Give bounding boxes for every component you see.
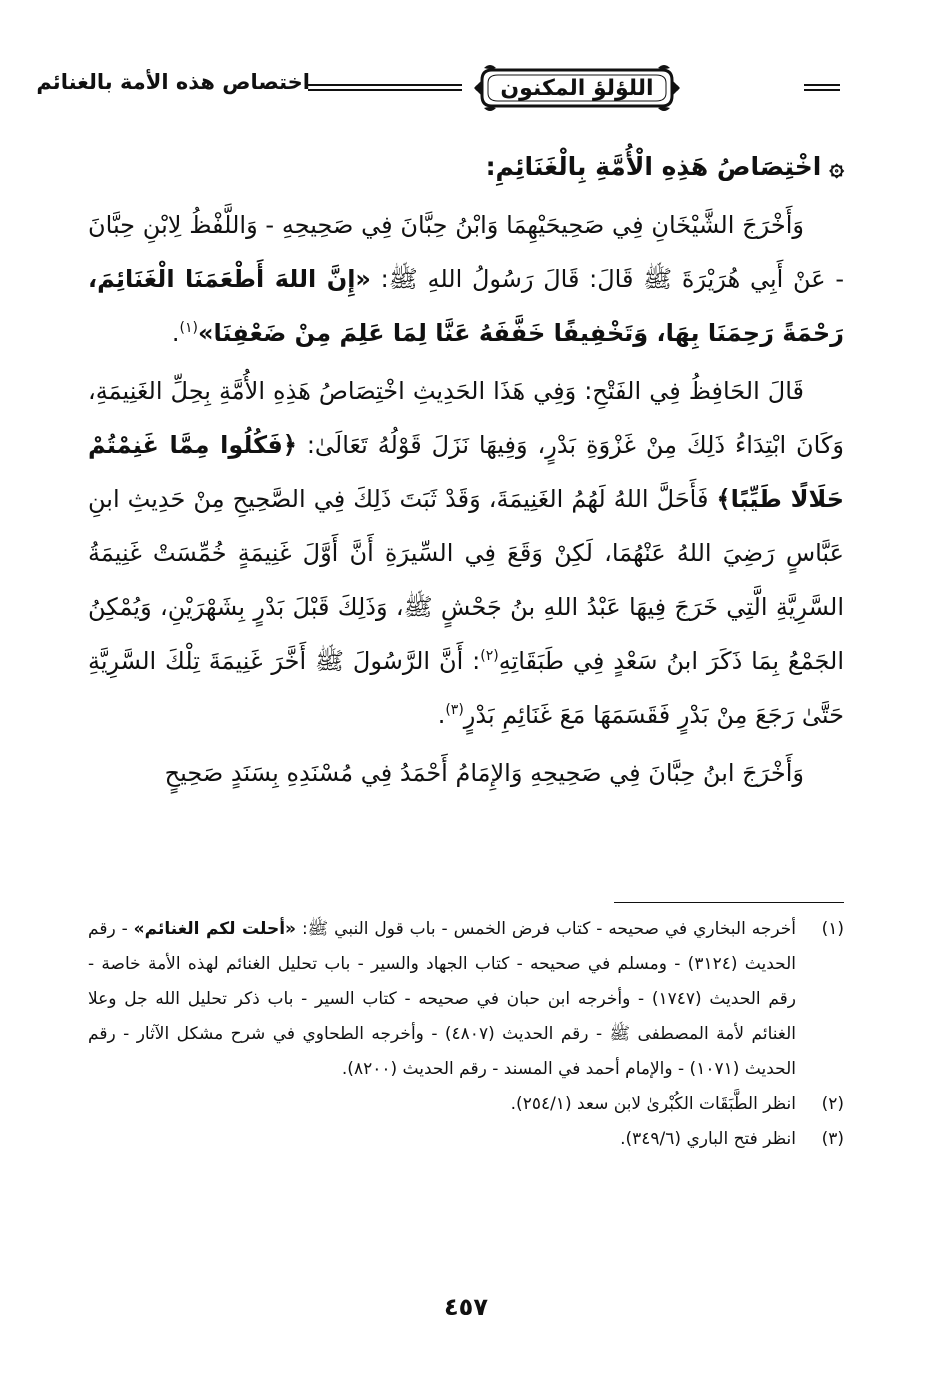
- paragraph-text: فَأَحَلَّ اللهُ لَهُمُ الغَنِيمَةَ، وَقَدْ ثَبَتَ ذَلِكَ فِي الصَّحِيحِ مِنْ حَدِيثِ ابنِ عَبَّاسٍ رَضِيَ اللهُ عَنْهُمَا، لَكِنْ وَقَعَ فِي السِّيرَةِ أَنَّ أَوَّلَ غَنِيمَةٍ خُمِّسَتْ غَنِيمَةُ السَّرِيَّةِ الَّتِي خَرَجَ فِيهَا عَبْدُ اللهِ بنُ جَحْشٍ ﷺ، وَذَلِكَ قَبْلَ بَدْرٍ بِشَهْرَيْنِ، وَيُمْكِنُ الجَمْعُ بِمَا ذَكَرَ ابنُ سَعْدٍ فِي طَبَقَاتِهِ: [88, 485, 844, 675]
- footnote-number: (٢): [821, 1094, 844, 1114]
- book-title: اللؤلؤ المكنون: [500, 75, 654, 101]
- footnote-ref[interactable]: (٣): [445, 702, 464, 718]
- header-rule: [804, 84, 840, 91]
- paragraph-3: [88, 746, 844, 800]
- page-number: ٤٥٧: [444, 1293, 488, 1321]
- paragraph-text: وَأَخْرَجَ الشَّيْخَانِ فِي صَحِيحَيْهِمَا وَابْنُ حِبَّانَ فِي صَحِيحِهِ - وَاللَّفْظُ لِابْنِ حِبَّانَ - عَنْ أَبِي هُرَيْرَةَ ﷺ قَالَ: قَالَ رَسُولُ اللهِ ﷺ:: [88, 211, 844, 293]
- footnote-text-part: - رقم الحديث (٣١٢٤) - ومسلم في صحيحه - كتاب الجهاد والسير - باب تحليل الغنائم لهذه الأمة خاصة - رقم الحديث (١٧٤٧) - وأخرجه ابن حبان في صحيحه - كتاب السير - باب ذكر تحليل الله جل وعلا الغنائم لأمة المصطفى ﷺ - رقم الحديث (٤٨٠٧) - وأخرجه الطحاوي في شرح مشكل الآثار - رقم الحديث (١٠٧١) - والإمام أحمد في المسند - رقم الحديث (٨٢٠٠).: [88, 919, 796, 1079]
- footnote-text: انظر الطَّبَقَات الكُبْرىٰ لابن سعد (٢٥٤/١).: [510, 1094, 796, 1114]
- paragraph-2: [88, 364, 844, 742]
- paragraph-text: قَالَ الحَافِظُ فِي الفَتْحِ: وَفِي هَذَا الحَدِيثِ اخْتِصَاصُ هَذِهِ الأُمَّةِ بِحِلِّ الغَنِيمَةِ، وَكَانَ ابْتِدَاءُ ذَلِكَ مِنْ غَزْوَةِ بَدْرٍ، وَفِيهَا نَزَلَ قَوْلُهُ تَعَالَىٰ:: [88, 377, 844, 459]
- footnote-1: [88, 912, 844, 1087]
- ornament-marker-icon: ۞: [829, 152, 844, 181]
- punctuation: .: [171, 319, 180, 347]
- section-heading-text: اخْتِصَاصُ هَذِهِ الْأُمَّةِ بِالْغَنَائِمِ:: [485, 152, 822, 181]
- main-text: [88, 140, 844, 800]
- book-title-ornament: [472, 62, 682, 114]
- header-rule: [308, 84, 462, 91]
- paragraph-text: : أَنَّ الرَّسُولَ ﷺ أَخَّرَ غَنِيمَةَ تِلْكَ السَّرِيَّةِ حَتَّىٰ رَجَعَ مِنْ بَدْرٍ فَقَسَمَهَا مَعَ غَنَائِمِ بَدْرٍ: [88, 647, 844, 729]
- footnote-text: انظر فتح الباري (٣٤٩/٦).: [620, 1129, 796, 1149]
- section-heading: [88, 140, 844, 194]
- footnote-number: (٣): [821, 1129, 844, 1149]
- quran-quote: ﴿فَكُلُوا مِمَّا غَنِمْتُمْ حَلَالًا طَيِّبًا﴾: [88, 431, 844, 513]
- footnote-text: [88, 912, 796, 1087]
- footnote-ref[interactable]: (١): [179, 320, 198, 336]
- paragraph-1: [88, 198, 844, 360]
- paragraph-text: وَأَخْرَجَ ابنُ حِبَّانَ فِي صَحِيحِهِ وَالإِمَامُ أَحْمَدُ فِي مُسْنَدِهِ بِسَنَدٍ صَحِيحٍ: [164, 759, 804, 787]
- footnote-2: [88, 1087, 844, 1122]
- hadith-quote: «إِنَّ اللهَ أَطْعَمَنَا الْغَنَائِمَ، رَحْمَةً رَحِمَنَا بِهَا، وَتَخْفِيفًا خَفَّفَهُ عَنَّا لِمَا عَلِمَ مِنْ ضَعْفِنَا»: [88, 265, 844, 347]
- footnote-ref[interactable]: (٢): [480, 648, 499, 664]
- punctuation: .: [437, 701, 446, 729]
- footnotes: [88, 912, 844, 1157]
- footnote-3: [88, 1122, 844, 1157]
- header-section-title: اختصاص هذه الأمة بالغنائم: [36, 70, 310, 94]
- footnote-bold-title: «أحلت لكم الغنائم»: [133, 919, 297, 939]
- footnote-text-part: أخرجه البخاري في صحيحه - كتاب فرض الخمس - باب قول النبي ﷺ:: [296, 919, 796, 939]
- footnote-number: (١): [821, 919, 844, 939]
- running-header: [36, 58, 840, 118]
- footnote-separator: [614, 902, 844, 903]
